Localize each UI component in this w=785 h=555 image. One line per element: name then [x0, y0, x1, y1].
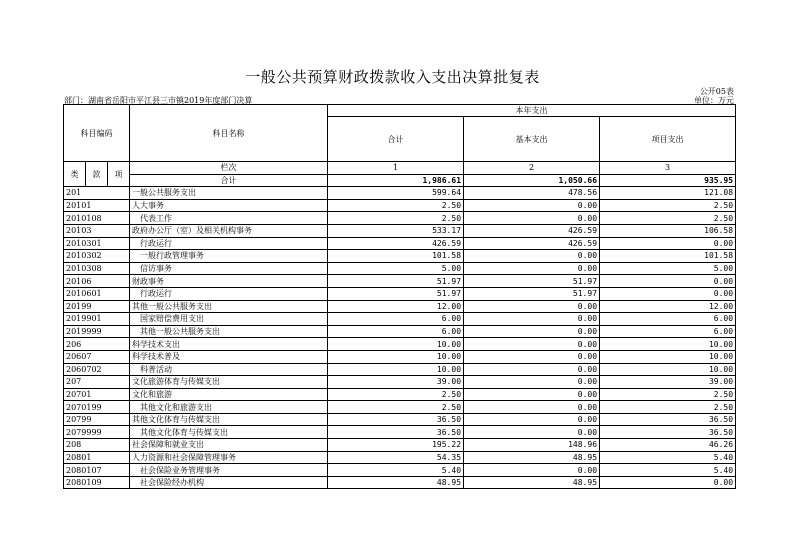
row-basic: 0.00 — [464, 212, 600, 225]
row-total: 6.00 — [328, 325, 464, 338]
row-total: 10.00 — [328, 350, 464, 363]
row-project: 36.50 — [600, 426, 736, 439]
row-name: 信访事务 — [130, 262, 328, 275]
table-row — [64, 350, 736, 363]
row-basic: 48.95 — [464, 476, 600, 489]
header-lei: 类 — [64, 162, 86, 187]
row-project: 10.00 — [600, 338, 736, 351]
row-name: 社会保障和就业支出 — [130, 439, 328, 452]
row-project: 0.00 — [600, 237, 736, 250]
row-total: 101.58 — [328, 250, 464, 263]
row-basic: 48.95 — [464, 451, 600, 464]
row-basic: 0.00 — [464, 250, 600, 263]
table-row — [64, 187, 736, 200]
row-total: 2.50 — [328, 401, 464, 414]
row-code: 2010308 — [64, 262, 130, 275]
row-name: 其他一般公共服务支出 — [130, 300, 328, 313]
row-project: 101.58 — [600, 250, 736, 263]
header-kuan: 款 — [86, 162, 108, 187]
row-total: 51.97 — [328, 275, 464, 288]
row-total: 195.22 — [328, 439, 464, 452]
row-code: 2079999 — [64, 426, 130, 439]
row-name: 人大事务 — [130, 199, 328, 212]
row-code: 2010301 — [64, 237, 130, 250]
row-project: 5.40 — [600, 451, 736, 464]
row-code: 208 — [64, 439, 130, 452]
row-code: 20799 — [64, 413, 130, 426]
row-project: 36.50 — [600, 413, 736, 426]
table-row — [64, 262, 736, 275]
column-index-1: 1 — [328, 162, 464, 175]
row-basic: 0.00 — [464, 426, 600, 439]
row-basic: 0.00 — [464, 325, 600, 338]
row-name: 国家赔偿费用支出 — [130, 313, 328, 326]
row-name: 其他文化体育与传媒支出 — [130, 426, 328, 439]
budget-table — [63, 104, 736, 489]
row-total: 10.00 — [328, 338, 464, 351]
header-xiang: 项 — [108, 162, 130, 187]
page-title: 一般公共预算财政拨款收入支出决算批复表 — [245, 68, 540, 86]
row-name: 行政运行 — [130, 237, 328, 250]
row-code: 2080107 — [64, 464, 130, 477]
row-basic: 0.00 — [464, 199, 600, 212]
row-code: 20106 — [64, 275, 130, 288]
row-basic: 0.00 — [464, 413, 600, 426]
row-basic: 0.00 — [464, 464, 600, 477]
row-total: 51.97 — [328, 287, 464, 300]
row-project: 39.00 — [600, 376, 736, 389]
row-project: 0.00 — [600, 275, 736, 288]
row-basic: 0.00 — [464, 388, 600, 401]
row-code: 20199 — [64, 300, 130, 313]
table-row — [64, 325, 736, 338]
row-name: 政府办公厅（室）及相关机构事务 — [130, 224, 328, 237]
row-project: 6.00 — [600, 325, 736, 338]
unit-label: 单位：万元 — [694, 96, 734, 105]
table-row — [64, 439, 736, 452]
table-row — [64, 338, 736, 351]
table-row — [64, 275, 736, 288]
row-name: 社会保险经办机构 — [130, 476, 328, 489]
row-name: 财政事务 — [130, 275, 328, 288]
header-project: 项目支出 — [600, 117, 736, 162]
table-row — [64, 199, 736, 212]
column-index-3: 3 — [600, 162, 736, 175]
table-row — [64, 224, 736, 237]
row-name: 科普活动 — [130, 363, 328, 376]
header-row-1 — [64, 105, 736, 117]
header-code-group: 科目编码 — [64, 105, 130, 162]
header-total: 合计 — [328, 117, 464, 162]
row-total: 36.50 — [328, 413, 464, 426]
row-code: 2019901 — [64, 313, 130, 326]
row-project: 2.50 — [600, 199, 736, 212]
row-code: 20101 — [64, 199, 130, 212]
header-year-expense: 本年支出 — [328, 105, 736, 117]
table-row — [64, 388, 736, 401]
row-project: 10.00 — [600, 350, 736, 363]
row-total: 12.00 — [328, 300, 464, 313]
row-code: 206 — [64, 338, 130, 351]
row-name: 社会保险业务管理事务 — [130, 464, 328, 477]
row-code: 20103 — [64, 224, 130, 237]
row-total: 10.00 — [328, 363, 464, 376]
row-name: 其他一般公共服务支出 — [130, 325, 328, 338]
row-code: 2010302 — [64, 250, 130, 263]
row-name: 其他文化和旅游支出 — [130, 401, 328, 414]
department-label: 部门：湖南省岳阳市平江县三市镇2019年度部门决算 — [64, 96, 253, 105]
row-basic: 0.00 — [464, 262, 600, 275]
table-row — [64, 476, 736, 489]
row-project: 2.50 — [600, 401, 736, 414]
row-basic: 0.00 — [464, 338, 600, 351]
row-basic: 0.00 — [464, 300, 600, 313]
row-name: 科学技术普及 — [130, 350, 328, 363]
row-name: 人力资源和社会保障管理事务 — [130, 451, 328, 464]
table-row — [64, 426, 736, 439]
row-code: 2070199 — [64, 401, 130, 414]
table-row — [64, 363, 736, 376]
row-project: 5.40 — [600, 464, 736, 477]
row-basic: 0.00 — [464, 376, 600, 389]
table-row — [64, 287, 736, 300]
row-project: 0.00 — [600, 476, 736, 489]
header-basic: 基本支出 — [464, 117, 600, 162]
row-basic: 426.59 — [464, 237, 600, 250]
table-row — [64, 212, 736, 225]
row-code: 2060702 — [64, 363, 130, 376]
row-basic: 426.59 — [464, 224, 600, 237]
row-project: 5.00 — [600, 262, 736, 275]
row-name: 一般行政管理事务 — [130, 250, 328, 263]
row-code: 2080109 — [64, 476, 130, 489]
row-total: 599.64 — [328, 187, 464, 200]
row-name: 文化旅游体育与传媒支出 — [130, 376, 328, 389]
table-row — [64, 451, 736, 464]
row-total: 48.95 — [328, 476, 464, 489]
row-name: 一般公共服务支出 — [130, 187, 328, 200]
row-project: 46.26 — [600, 439, 736, 452]
row-project: 0.00 — [600, 287, 736, 300]
row-code: 2010601 — [64, 287, 130, 300]
row-name: 科学技术支出 — [130, 338, 328, 351]
row-code: 20607 — [64, 350, 130, 363]
row-total: 6.00 — [328, 313, 464, 326]
row-name: 行政运行 — [130, 287, 328, 300]
table-row — [64, 313, 736, 326]
header-name: 科目名称 — [130, 105, 328, 162]
total-row — [64, 174, 736, 187]
row-code: 2010108 — [64, 212, 130, 225]
row-project: 121.08 — [600, 187, 736, 200]
total-label: 合计 — [130, 174, 328, 187]
table-row — [64, 376, 736, 389]
row-name: 文化和旅游 — [130, 388, 328, 401]
row-project: 12.00 — [600, 300, 736, 313]
row-total: 533.17 — [328, 224, 464, 237]
row-basic: 0.00 — [464, 350, 600, 363]
row-code: 2019999 — [64, 325, 130, 338]
row-basic: 0.00 — [464, 313, 600, 326]
total-total: 1,986.61 — [328, 174, 464, 187]
column-index-2: 2 — [464, 162, 600, 175]
row-project: 2.50 — [600, 388, 736, 401]
row-project: 10.00 — [600, 363, 736, 376]
row-total: 54.35 — [328, 451, 464, 464]
row-basic: 0.00 — [464, 363, 600, 376]
row-project: 106.58 — [600, 224, 736, 237]
total-project: 935.95 — [600, 174, 736, 187]
row-total: 2.50 — [328, 212, 464, 225]
row-project: 6.00 — [600, 313, 736, 326]
row-total: 2.50 — [328, 388, 464, 401]
row-code: 20701 — [64, 388, 130, 401]
row-code: 207 — [64, 376, 130, 389]
row-total: 39.00 — [328, 376, 464, 389]
row-basic: 51.97 — [464, 275, 600, 288]
row-total: 5.40 — [328, 464, 464, 477]
table-row — [64, 237, 736, 250]
form-number: 公开05表 — [699, 87, 734, 96]
row-basic: 478.56 — [464, 187, 600, 200]
row-name: 其他文化体育与传媒支出 — [130, 413, 328, 426]
row-code: 201 — [64, 187, 130, 200]
table-row — [64, 300, 736, 313]
row-basic: 51.97 — [464, 287, 600, 300]
row-project: 2.50 — [600, 212, 736, 225]
table-row — [64, 464, 736, 477]
row-total: 2.50 — [328, 199, 464, 212]
row-name: 代表工作 — [130, 212, 328, 225]
column-label: 栏次 — [130, 162, 328, 175]
table-row — [64, 401, 736, 414]
row-basic: 0.00 — [464, 401, 600, 414]
row-total: 36.50 — [328, 426, 464, 439]
column-index-row — [64, 162, 736, 175]
table-row — [64, 250, 736, 263]
row-total: 5.00 — [328, 262, 464, 275]
row-total: 426.59 — [328, 237, 464, 250]
table-row — [64, 413, 736, 426]
row-basic: 148.96 — [464, 439, 600, 452]
total-basic: 1,050.66 — [464, 174, 600, 187]
row-code: 20801 — [64, 451, 130, 464]
